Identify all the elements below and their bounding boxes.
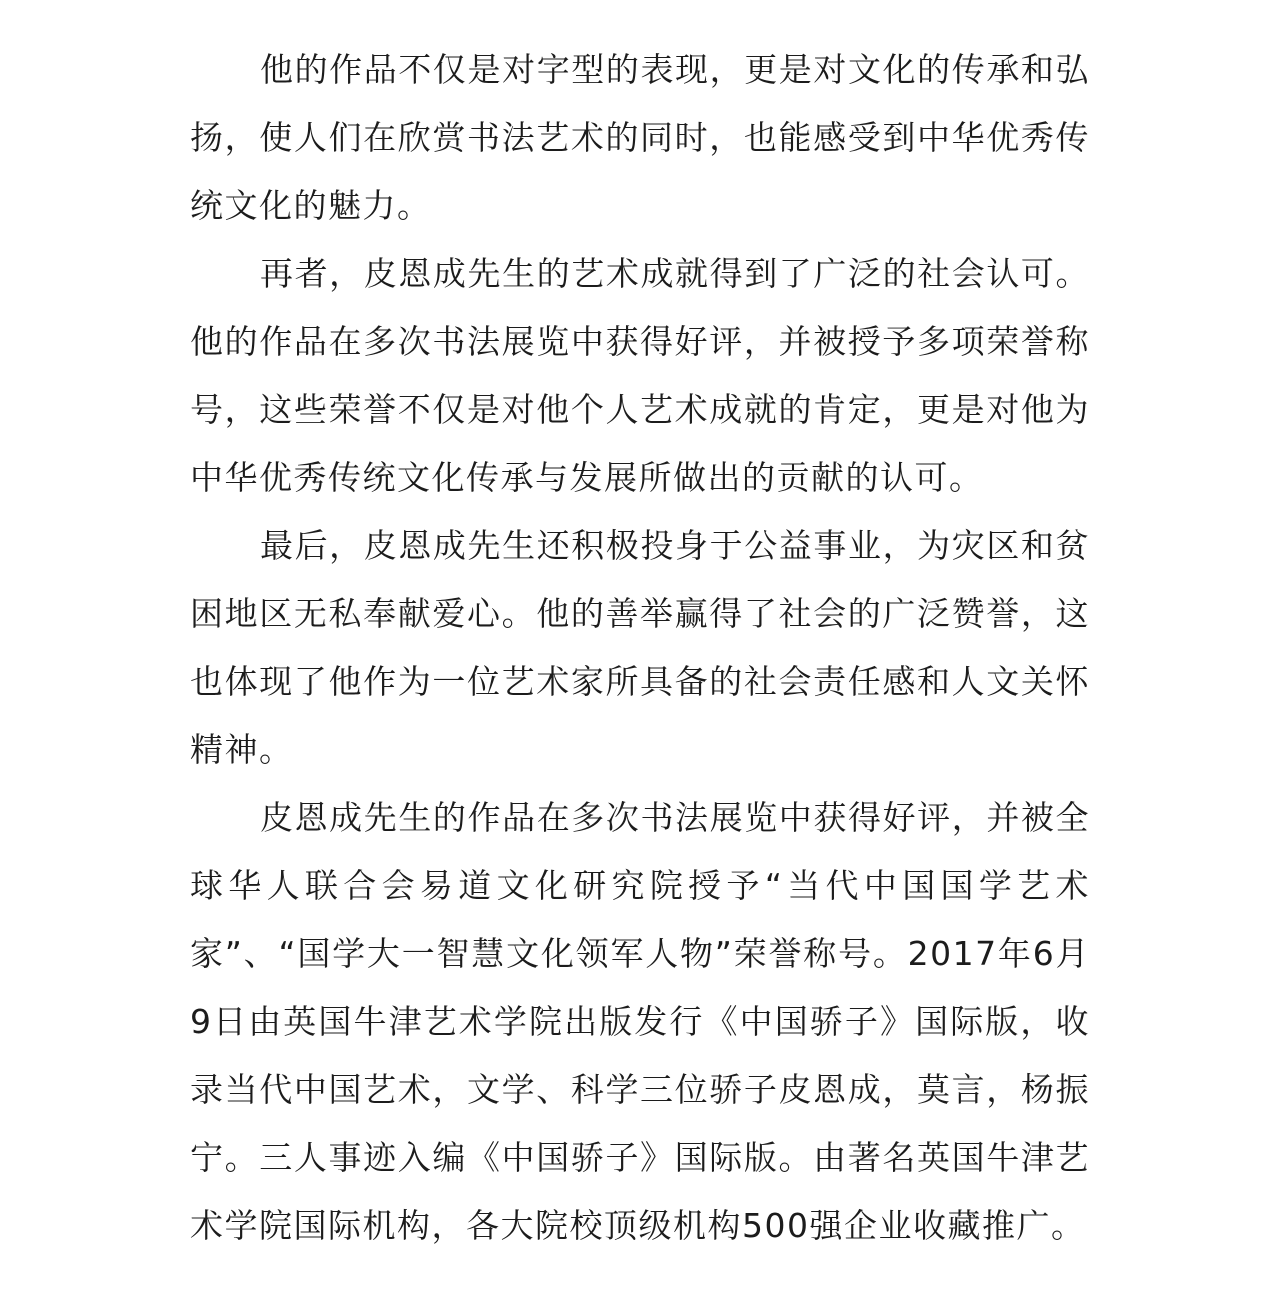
paragraph-3: 最后，皮恩成先生还积极投身于公益事业，为灾区和贫困地区无私奉献爱心。他的善举赢得了社会的广泛赞誉，这也体现了他作为一位艺术家所具备的社会责任感和人文关怀精神。 <box>190 526 1090 769</box>
paragraph-4: 皮恩成先生的作品在多次书法展览中获得好评，并被全球华人联合会易道文化研究院授予“当代中国国学艺术家”、“国学大一智慧文化领军人物”荣誉称号。2017年6月9日由英国牛津艺术学院出版发行《中国骄子》国际版，收录当代中国艺术，文学、科学三位骄子皮恩成，莫言，杨振宁。三人事迹入编《中国骄子》国际版。由著名英国牛津艺术学院国际机构，各大院校顶级机构500强企业收藏推广。 <box>190 798 1090 1245</box>
document-page <box>190 36 1090 1260</box>
paragraph-2: 再者，皮恩成先生的艺术成就得到了广泛的社会认可。他的作品在多次书法展览中获得好评，并被授予多项荣誉称号，这些荣誉不仅是对他个人艺术成就的肯定，更是对他为中华优秀传统文化传承与发展所做出的贡献的认可。 <box>190 254 1090 497</box>
paragraph-1: 他的作品不仅是对字型的表现，更是对文化的传承和弘扬，使人们在欣赏书法艺术的同时，也能感受到中华优秀传统文化的魅力。 <box>190 50 1090 225</box>
